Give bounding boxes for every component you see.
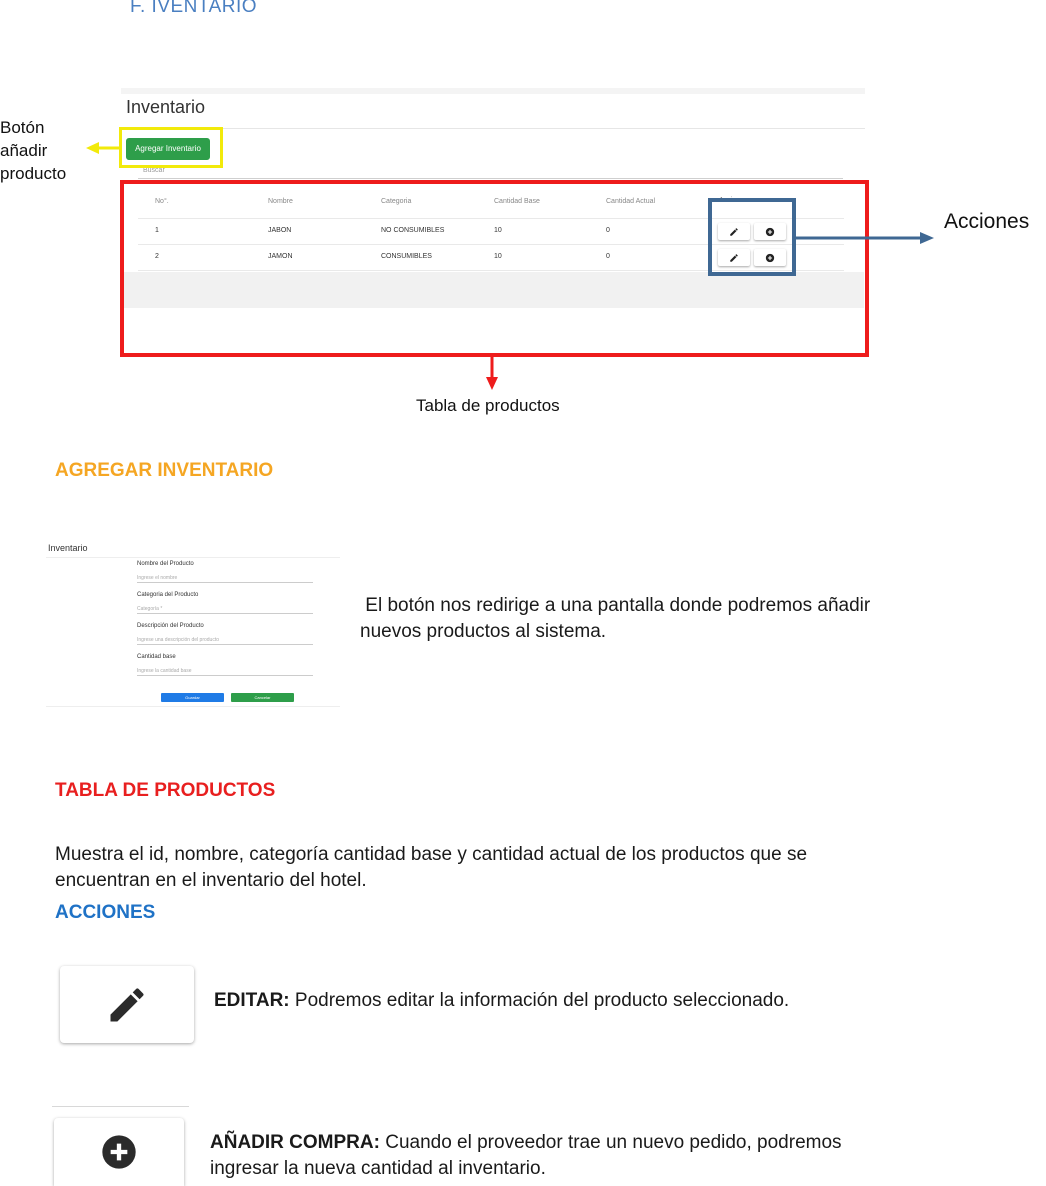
save-button[interactable]: Guardar: [161, 693, 224, 702]
plus-circle-icon: [99, 1132, 139, 1172]
field-label: Descripción del Producto: [137, 623, 204, 629]
edit-text: Podremos editar la información del producto seleccionado.: [289, 990, 790, 1011]
col-header-acciones: Acciones: [719, 197, 748, 204]
add-inventory-form-screenshot: [46, 537, 340, 708]
add-button-callout: [0, 116, 66, 185]
col-header-cantidad-base: Cantidad Base: [494, 198, 540, 205]
field-label: Cantidad base: [137, 654, 176, 660]
table-cell: JABON: [268, 227, 292, 234]
form-bottom-line: [46, 706, 340, 707]
callout-line: añadir: [0, 141, 48, 160]
form-title: Inventario: [48, 543, 88, 553]
add-inventory-button[interactable]: Agregar Inventario: [126, 138, 210, 160]
description-line: nuevos productos al sistema.: [360, 621, 607, 642]
field-label: Categoria del Producto: [137, 592, 199, 598]
cancel-button[interactable]: Cancelar: [231, 693, 294, 702]
add-purchase-button-large[interactable]: [54, 1118, 184, 1186]
col-header-categoria: Categoria: [381, 198, 412, 205]
field-placeholder: Ingrese el nombre: [137, 575, 178, 581]
field-placeholder: Categoría *: [137, 606, 163, 612]
acciones-heading: ACCIONES: [55, 902, 156, 923]
actions-callout: Acciones: [944, 210, 1030, 233]
table-cell: 1: [155, 227, 159, 234]
edit-description: [214, 988, 789, 1014]
field-placeholder: Ingrese la cantidad base: [137, 668, 192, 674]
description-line: El botón nos redirige a una pantalla donde podremos añadir: [360, 595, 871, 616]
edit-label: EDITAR:: [214, 990, 290, 1011]
description-line: Muestra el id, nombre, categoría cantidad base y cantidad actual de los productos que se: [55, 844, 808, 865]
tabla-heading: TABLA DE PRODUCTOS: [55, 780, 276, 801]
table-cell: 0: [606, 253, 610, 260]
table-callout: Tabla de productos: [416, 396, 560, 415]
col-header-cantidad-actual: Cantidad Actual: [606, 198, 656, 205]
description-field[interactable]: [137, 644, 313, 645]
table-cell: 0: [606, 227, 610, 234]
form-divider: [46, 557, 340, 558]
col-header-no: No°.: [155, 198, 169, 205]
description-line: [210, 1130, 842, 1156]
search-label: Buscar: [143, 167, 165, 174]
table-cell: JAMON: [268, 253, 293, 260]
pencil-icon: [105, 983, 149, 1027]
buy-label: AÑADIR COMPRA:: [210, 1132, 380, 1153]
callout-line: Botón: [0, 118, 45, 137]
name-field[interactable]: [137, 582, 313, 583]
description-line: ingresar la nueva cantidad al inventario.: [210, 1158, 546, 1179]
buy-description: [210, 1130, 842, 1182]
table-cell: 2: [155, 253, 159, 260]
panel-title: Inventario: [126, 97, 206, 117]
field-label: Nombre del Producto: [137, 561, 194, 567]
table-cell: CONSUMIBLES: [381, 253, 432, 260]
section-title: F. IVENTARIO: [130, 0, 258, 17]
table-cell: NO CONSUMIBLES: [381, 227, 445, 234]
category-select[interactable]: [137, 613, 313, 614]
table-cell: 10: [494, 227, 502, 234]
buy-text: Cuando el proveedor trae un nuevo pedido, podremos: [379, 1132, 842, 1153]
annotation-arrows: [0, 0, 1046, 420]
field-placeholder: Ingrese una descripción del producto: [137, 637, 219, 643]
tabla-description: [55, 842, 807, 894]
base-quantity-field[interactable]: [137, 675, 313, 676]
agregar-description: [360, 593, 870, 645]
col-header-nombre: Nombre: [268, 198, 293, 205]
edit-button-large[interactable]: [60, 966, 194, 1043]
divider: [52, 1106, 189, 1107]
callout-line: producto: [0, 164, 67, 183]
table-cell: 10: [494, 253, 502, 260]
agregar-heading: AGREGAR INVENTARIO: [55, 460, 274, 481]
description-line: encuentran en el inventario del hotel.: [55, 870, 367, 891]
